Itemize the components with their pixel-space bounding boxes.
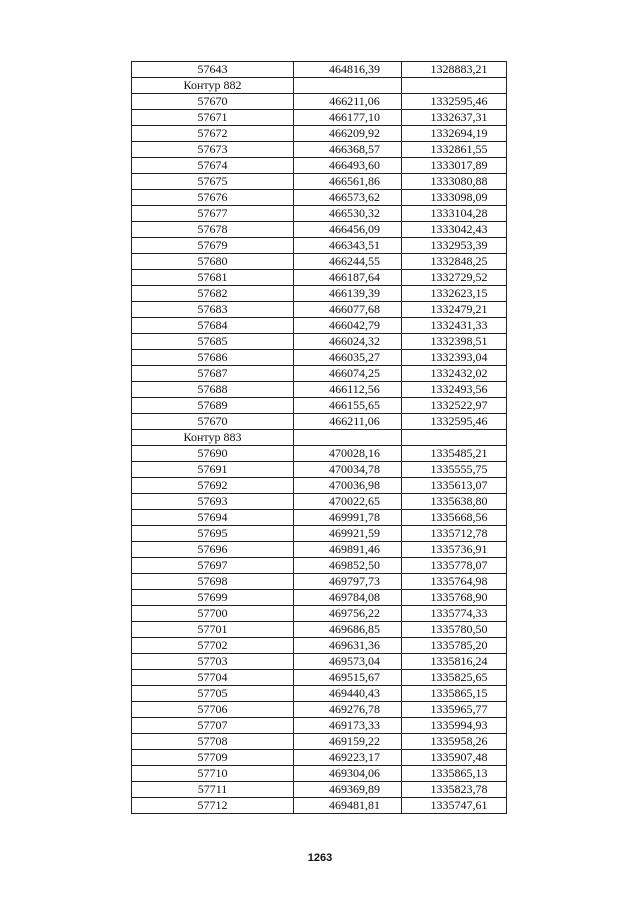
x-coordinate-cell: 469481,81 [294,798,402,814]
point-id-cell: 57643 [132,62,294,78]
x-coordinate-cell: 466035,27 [294,350,402,366]
y-coordinate-cell: 1335712,78 [402,526,507,542]
table-row [132,478,507,494]
empty-cell [294,430,402,446]
point-id-cell: 57697 [132,558,294,574]
y-coordinate-cell: 1335774,33 [402,606,507,622]
table-row [132,286,507,302]
y-coordinate-cell: 1335764,98 [402,574,507,590]
x-coordinate-cell: 466177,10 [294,110,402,126]
y-coordinate-cell: 1332432,02 [402,366,507,382]
y-coordinate-cell: 1332398,51 [402,334,507,350]
y-coordinate-cell: 1332595,46 [402,414,507,430]
point-id-cell: 57693 [132,494,294,510]
point-id-cell: 57698 [132,574,294,590]
x-coordinate-cell: 466343,51 [294,238,402,254]
x-coordinate-cell: 469515,67 [294,670,402,686]
point-id-cell: 57691 [132,462,294,478]
y-coordinate-cell: 1335823,78 [402,782,507,798]
table-row [132,718,507,734]
table-row [132,414,507,430]
point-id-cell: 57677 [132,206,294,222]
y-coordinate-cell: 1335785,20 [402,638,507,654]
y-coordinate-cell: 1335816,24 [402,654,507,670]
point-id-cell: 57694 [132,510,294,526]
table-row [132,686,507,702]
point-id-cell: 57712 [132,798,294,814]
table-row [132,398,507,414]
point-id-cell: 57708 [132,734,294,750]
x-coordinate-cell: 466209,92 [294,126,402,142]
table-row [132,606,507,622]
x-coordinate-cell: 469440,43 [294,686,402,702]
x-coordinate-cell: 466112,56 [294,382,402,398]
y-coordinate-cell: 1333080,88 [402,174,507,190]
point-id-cell: 57699 [132,590,294,606]
point-id-cell: 57680 [132,254,294,270]
x-coordinate-cell: 466244,55 [294,254,402,270]
y-coordinate-cell: 1333098,09 [402,190,507,206]
y-coordinate-cell: 1332953,39 [402,238,507,254]
y-coordinate-cell: 1332479,21 [402,302,507,318]
point-id-cell: 57700 [132,606,294,622]
point-id-cell: 57703 [132,654,294,670]
point-id-cell: 57689 [132,398,294,414]
point-id-cell: 57676 [132,190,294,206]
table-row [132,94,507,110]
empty-cell [294,78,402,94]
x-coordinate-cell: 469304,06 [294,766,402,782]
point-id-cell: 57701 [132,622,294,638]
y-coordinate-cell: 1333042,43 [402,222,507,238]
table-row [132,222,507,238]
table-row [132,558,507,574]
y-coordinate-cell: 1335485,21 [402,446,507,462]
table-row [132,590,507,606]
contour-label: Контур 882 [132,78,294,94]
x-coordinate-cell: 470034,78 [294,462,402,478]
table-row [132,62,507,78]
point-id-cell: 57683 [132,302,294,318]
contour-label: Контур 883 [132,430,294,446]
x-coordinate-cell: 466530,32 [294,206,402,222]
point-id-cell: 57678 [132,222,294,238]
x-coordinate-cell: 466077,68 [294,302,402,318]
table-row [132,270,507,286]
y-coordinate-cell: 1335613,07 [402,478,507,494]
x-coordinate-cell: 469631,36 [294,638,402,654]
y-coordinate-cell: 1332861,55 [402,142,507,158]
point-id-cell: 57675 [132,174,294,190]
point-id-cell: 57674 [132,158,294,174]
table-row [132,158,507,174]
x-coordinate-cell: 466211,06 [294,414,402,430]
table-row [132,446,507,462]
table-row [132,350,507,366]
table-row [132,142,507,158]
y-coordinate-cell: 1332522,97 [402,398,507,414]
x-coordinate-cell: 466368,57 [294,142,402,158]
x-coordinate-cell: 466042,79 [294,318,402,334]
table-row [132,174,507,190]
x-coordinate-cell: 469784,08 [294,590,402,606]
y-coordinate-cell: 1332623,15 [402,286,507,302]
x-coordinate-cell: 470022,65 [294,494,402,510]
table-row [132,766,507,782]
x-coordinate-cell: 466024,32 [294,334,402,350]
table-row [132,510,507,526]
y-coordinate-cell: 1335747,61 [402,798,507,814]
y-coordinate-cell: 1332729,52 [402,270,507,286]
table-row [132,318,507,334]
point-id-cell: 57711 [132,782,294,798]
table-row [132,238,507,254]
x-coordinate-cell: 469852,50 [294,558,402,574]
y-coordinate-cell: 1335668,56 [402,510,507,526]
y-coordinate-cell: 1335865,13 [402,766,507,782]
table-row [132,382,507,398]
y-coordinate-cell: 1335965,77 [402,702,507,718]
table-row [132,190,507,206]
x-coordinate-cell: 469797,73 [294,574,402,590]
x-coordinate-cell: 469756,22 [294,606,402,622]
point-id-cell: 57686 [132,350,294,366]
point-id-cell: 57687 [132,366,294,382]
x-coordinate-cell: 466187,64 [294,270,402,286]
y-coordinate-cell: 1335780,50 [402,622,507,638]
table-row [132,750,507,766]
table-row [132,126,507,142]
table-row [132,638,507,654]
y-coordinate-cell: 1335825,65 [402,670,507,686]
table-row [132,494,507,510]
point-id-cell: 57679 [132,238,294,254]
table-row [132,526,507,542]
point-id-cell: 57685 [132,334,294,350]
table-row [132,670,507,686]
y-coordinate-cell: 1335638,80 [402,494,507,510]
x-coordinate-cell: 469573,04 [294,654,402,670]
x-coordinate-cell: 469921,59 [294,526,402,542]
table-row [132,542,507,558]
x-coordinate-cell: 469276,78 [294,702,402,718]
x-coordinate-cell: 466139,39 [294,286,402,302]
x-coordinate-cell: 470036,98 [294,478,402,494]
point-id-cell: 57670 [132,414,294,430]
table-row [132,254,507,270]
x-coordinate-cell: 469159,22 [294,734,402,750]
x-coordinate-cell: 469686,85 [294,622,402,638]
table-row [132,622,507,638]
x-coordinate-cell: 466211,06 [294,94,402,110]
point-id-cell: 57706 [132,702,294,718]
point-id-cell: 57707 [132,718,294,734]
y-coordinate-cell: 1335865,15 [402,686,507,702]
table-row [132,206,507,222]
x-coordinate-cell: 469891,46 [294,542,402,558]
point-id-cell: 57702 [132,638,294,654]
y-coordinate-cell: 1332493,56 [402,382,507,398]
table-row [132,798,507,814]
table-row [132,702,507,718]
table-row [132,334,507,350]
point-id-cell: 57690 [132,446,294,462]
point-id-cell: 57710 [132,766,294,782]
point-id-cell: 57671 [132,110,294,126]
empty-cell [402,78,507,94]
x-coordinate-cell: 469369,89 [294,782,402,798]
x-coordinate-cell: 470028,16 [294,446,402,462]
y-coordinate-cell: 1335958,26 [402,734,507,750]
point-id-cell: 57705 [132,686,294,702]
y-coordinate-cell: 1335736,91 [402,542,507,558]
x-coordinate-cell: 469223,17 [294,750,402,766]
y-coordinate-cell: 1335778,07 [402,558,507,574]
y-coordinate-cell: 1335907,48 [402,750,507,766]
x-coordinate-cell: 466561,86 [294,174,402,190]
y-coordinate-cell: 1333017,89 [402,158,507,174]
y-coordinate-cell: 1332848,25 [402,254,507,270]
table-row [132,574,507,590]
y-coordinate-cell: 1332431,33 [402,318,507,334]
coordinates-table [131,61,507,814]
point-id-cell: 57673 [132,142,294,158]
point-id-cell: 57672 [132,126,294,142]
y-coordinate-cell: 1328883,21 [402,62,507,78]
table-row [132,654,507,670]
y-coordinate-cell: 1335768,90 [402,590,507,606]
x-coordinate-cell: 466155,65 [294,398,402,414]
point-id-cell: 57692 [132,478,294,494]
x-coordinate-cell: 466456,09 [294,222,402,238]
point-id-cell: 57682 [132,286,294,302]
point-id-cell: 57684 [132,318,294,334]
x-coordinate-cell: 466074,25 [294,366,402,382]
coordinates-table-body [132,62,507,814]
point-id-cell: 57688 [132,382,294,398]
table-row [132,734,507,750]
table-row [132,462,507,478]
point-id-cell: 57670 [132,94,294,110]
table-row [132,782,507,798]
x-coordinate-cell: 469173,33 [294,718,402,734]
point-id-cell: 57696 [132,542,294,558]
y-coordinate-cell: 1332637,31 [402,110,507,126]
contour-header-row [132,78,507,94]
y-coordinate-cell: 1335555,75 [402,462,507,478]
y-coordinate-cell: 1332393,04 [402,350,507,366]
x-coordinate-cell: 466573,62 [294,190,402,206]
y-coordinate-cell: 1332694,19 [402,126,507,142]
point-id-cell: 57709 [132,750,294,766]
x-coordinate-cell: 466493,60 [294,158,402,174]
y-coordinate-cell: 1332595,46 [402,94,507,110]
table-row [132,366,507,382]
x-coordinate-cell: 469991,78 [294,510,402,526]
table-row [132,110,507,126]
empty-cell [402,430,507,446]
point-id-cell: 57704 [132,670,294,686]
point-id-cell: 57681 [132,270,294,286]
table-row [132,302,507,318]
y-coordinate-cell: 1333104,28 [402,206,507,222]
page-number: 1263 [307,852,333,864]
y-coordinate-cell: 1335994,93 [402,718,507,734]
contour-header-row [132,430,507,446]
point-id-cell: 57695 [132,526,294,542]
x-coordinate-cell: 464816,39 [294,62,402,78]
